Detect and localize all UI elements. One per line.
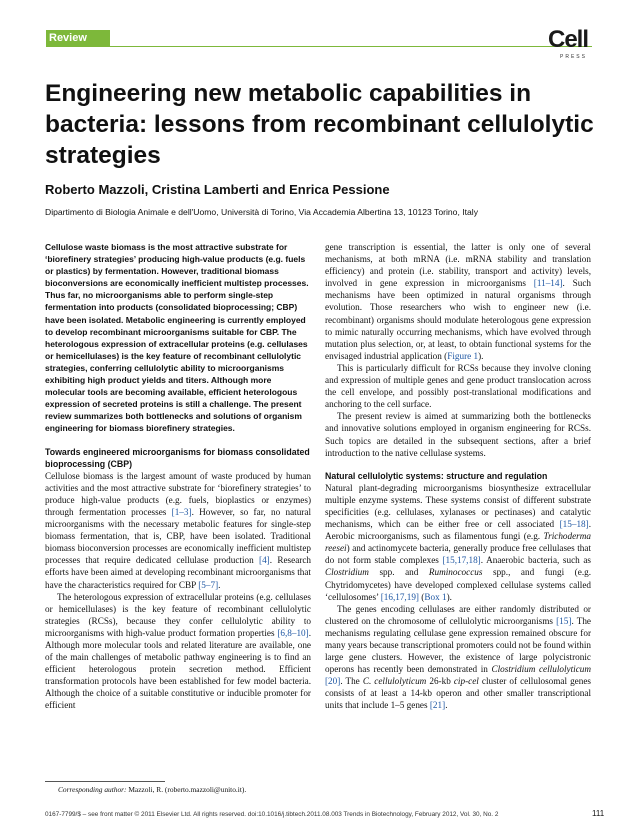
corresponding-author-note: Corresponding author: Mazzoli, R. (roberto.mazzoli@unito.it). [58,785,247,794]
abstract: Cellulose waste biomass is the most attractive substrate for ‘biorefinery strategies’ producing high-value products (e.g. fuels or plastics) by fermentation. However, traditional biomass bioconversions are economically inefficient multistep processes. Thus far, no microorganisms able to perform single-step fermentation into products (consolidated bioprocessing; CBP) have been isolated. Metabolic engineering is currently employed to develop recombinant microorganisms suitable for CBP. The heterologous expression of extracellular proteins (e.g. cellulases or hemicellulases) is the key feature of recombinant cellulolytic strategies, conferring cellulolytic ability to microorganisms exhibiting high product yields and titers. Although more molecular tools are becoming available, efficient heterologous expression of secreted proteins is still a challenge. The present review summarizes both bottlenecks and solutions of organism engineering for biomass biorefinery strategies. [45,242,309,434]
citation-link[interactable]: [15] [556,615,572,626]
author-list: Roberto Mazzoli, Cristina Lamberti and Enrica Pessione [45,182,390,197]
journal-logo-sub: PRESS [560,54,587,60]
affiliation: Dipartimento di Biologia Animale e dell'Uomo, Università di Torino, Via Accademia Albertina 13, 10123 Torino, Italy [45,207,478,217]
citation-link[interactable]: [20] [325,676,341,687]
header-rule [110,46,592,47]
citation-link[interactable]: [15,17,18] [442,555,481,566]
corresponding-author-contact: Mazzoli, R. (roberto.mazzoli@unito.it). [128,785,247,794]
box-link[interactable]: Box 1 [424,591,447,602]
article-title: Engineering new metabolic capabilities in bacteria: lessons from recombinant cellulolytic strategies [45,80,594,169]
citation-link[interactable]: [5–7] [198,579,219,590]
paragraph: Natural plant-degrading microorganisms biosynthesize extracellular multiple enzyme systems. These systems consist of different substrate specificities (e.g. cellulases, xylanases or pectinases) and catalytic mechanisms, which can be either free or cell associated [15–18]. Aerobic microorganisms, such as filamentous fungi (e.g. Trichoderma reesei) and actinomycete bacteria, generally produce free cellulases that do not form stable complexes [15,17,18]. Anaerobic bacteria, such as Clostridium spp. and Ruminococcus spp., and fungi (e.g. Chytridomycetes) have developed complexed cellulase systems called ‘cellulosomes’ [16,17,19] (Box 1). [325,482,592,602]
journal-logo: Cell [548,26,589,53]
paragraph: The genes encoding cellulases are either randomly distributed or clustered on the chromosome of cellulolytic microorganisms [15]. The mechanisms regulating cellulase gene expression remained obscure for many years because transcriptional promoters could not be found within large gene clusters. However, the existence of large polycistronic operons has recently been demonstrated in Clostridium cellulolyticum [20]. The C. cellulolyticum 26-kb cip-cel cluster of cellulosomal genes consists of at least a 14-kb operon and other smaller transcriptional units that include 1–5 genes [21]. [325,603,592,711]
right-column [325,241,591,712]
footnote-rule [45,781,165,782]
citation-link[interactable]: [15–18] [559,519,589,530]
paragraph: This is particularly difficult for RCSs because they involve cloning and expression of multiple genes and gene product translocation across the cell envelope, and possibly post-translational modifications and anchoring to the cell surface. [325,362,591,410]
citation-link[interactable]: [4] [259,555,270,566]
paragraph: The heterologous expression of extracellular proteins (e.g. cellulases or hemicellulases) is the key feature of recombinant cellulolytic strategies (RCSs), because they confer cellulolytic ability to microorganisms with high-value product formation properties [6,8–10]. Although more molecular tools and related literature are available, one of the main challenges of metabolic pathway engineering is to find an efficient heterologous protein secretion method. Efficient transformation protocols have been established for few model bacteria. Although the choice of a suitable constitutive or inducible promoter for efficient [45,591,311,711]
citation-link[interactable]: [6,8–10] [277,627,309,638]
citation-link[interactable]: [21] [429,700,446,711]
paragraph: Cellulose biomass is the largest amount of waste produced by human activities and the most attractive substrate for ‘biorefinery strategies’ to produce high-value products (e.g. fuels, bioplastics or enzymes) through fermentation processes [1–3]. However, so far, no natural microorganisms with the necessary metabolic features for single-step biomass fermentation, that is, CBP, have been isolated. Traditional biomass bioconversion processes are economically inefficient multistep processes that require dedicated cellulase production [4]. Research efforts have been aimed at developing recombinant microorganisms that have the characteristics required for CBP [5–7]. [45,470,312,590]
paragraph: The present review is aimed at summarizing both the bottlenecks and innovative solutions employed in organism engineering for RCSs. Such topics are detailed in the subsequent sections, after a brief introduction to the native cellulase systems. [325,411,591,458]
figure-link[interactable]: Figure 1 [447,350,479,361]
footer-citation: 0167-7799/$ – see front matter © 2011 Elsevier Ltd. All rights reserved. doi:10.1016/j.tibtech.2011.08.003 Trends in Biotechnology, February 2012, Vol. 30, No. 2 [45,811,499,818]
section-heading-cbp: Towards engineered microorganisms for biomass consolidated bioprocessing (CBP) [45,446,310,469]
section-heading-natural-systems: Natural cellulolytic systems: structure and regulation [325,470,548,481]
citation-link[interactable]: [16,17,19] [380,591,419,602]
citation-link[interactable]: [1–3] [171,506,192,517]
paragraph: gene transcription is essential, the latter is only one of several mechanisms, at both mRNA (i.e. mRNA stability and translation efficiency) and protein (i.e. stability, transport and activity) levels, involved in gene expression in microorganisms [11–14]. Such mechanisms have been optimized in natural organisms through evolution. Those researchers who wish to engineer new (i.e. recombinant) organisms should modulate heterologous gene expression to mimic naturally occurring mechanisms, which have evolved through mutation plus selection, or, at least, to obtain functional systems for the envisaged industrial application (Figure 1). [325,242,591,361]
left-column [45,241,311,712]
page-number: 111 [592,809,605,818]
review-label: Review [49,32,87,44]
citation-link[interactable]: [11–14] [533,278,563,289]
